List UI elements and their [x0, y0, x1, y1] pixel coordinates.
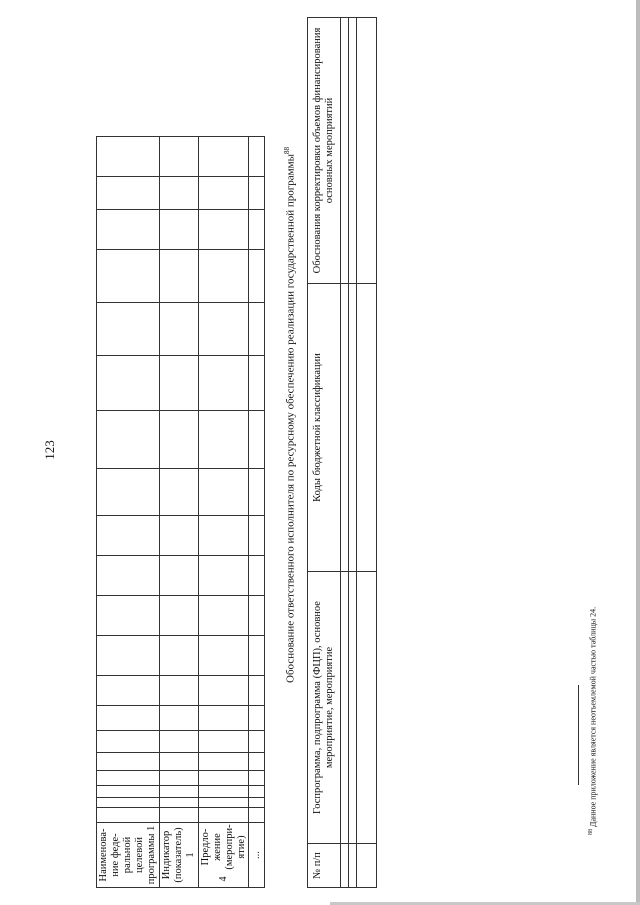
- table-cell: [199, 706, 249, 731]
- table-cell: [97, 798, 160, 808]
- table-cell: [199, 636, 249, 676]
- table-cell: [97, 786, 160, 798]
- table-cell: [349, 284, 357, 572]
- table-cell: [357, 18, 377, 284]
- column-header-number: № п/п: [308, 844, 341, 888]
- table-cell: [160, 731, 199, 753]
- table-cell: [199, 771, 249, 786]
- proposal-label: Предло-жение (меропри-ятие): [199, 824, 247, 870]
- table-cell: [97, 771, 160, 786]
- footnote-text: Данное приложение является неотъемлемой частью таблицы 24.: [588, 606, 598, 827]
- table-cell: [97, 411, 160, 469]
- table-cell: [357, 572, 377, 844]
- table-cell: [160, 356, 199, 411]
- indicator-label: Индикатор (показатель) 1: [160, 823, 199, 888]
- table-cell: [249, 210, 265, 250]
- table-cell: [341, 284, 349, 572]
- table-cell: [341, 18, 349, 284]
- table-cell: [160, 250, 199, 303]
- table-cell: [249, 786, 265, 798]
- table-cell: [97, 356, 160, 411]
- table-row: [357, 18, 377, 888]
- table-cell: [199, 808, 249, 823]
- table-cell: [160, 210, 199, 250]
- table-cell: [199, 250, 249, 303]
- table-cell: [199, 731, 249, 753]
- table-cell: [249, 356, 265, 411]
- table-cell: [341, 572, 349, 844]
- table-cell: [97, 469, 160, 516]
- table-cell: [160, 303, 199, 356]
- table-cell: [97, 137, 160, 177]
- column-header-budget-codes: Коды бюджетной классификации: [308, 284, 341, 572]
- table-cell: [199, 676, 249, 706]
- table-cell: [199, 303, 249, 356]
- table-cell: [199, 516, 249, 556]
- table-cell: [97, 250, 160, 303]
- table-cell: [199, 137, 249, 177]
- table-cell: [160, 137, 199, 177]
- table-cell: [97, 596, 160, 636]
- table-cell: [160, 596, 199, 636]
- table-cell: [249, 516, 265, 556]
- table-cell: [249, 798, 265, 808]
- table-cell: [160, 556, 199, 596]
- table-cell: [97, 706, 160, 731]
- table-row: [199, 137, 249, 888]
- table-cell: [249, 636, 265, 676]
- table-cell: [249, 137, 265, 177]
- table-cell: [249, 596, 265, 636]
- table-cell: [249, 177, 265, 210]
- table-cell: [97, 177, 160, 210]
- table-cell: [357, 844, 377, 888]
- table-cell: [199, 798, 249, 808]
- table-cell: [249, 753, 265, 771]
- table-cell: [199, 786, 249, 798]
- footnote-mark: 88: [588, 829, 594, 835]
- table-cell: [160, 676, 199, 706]
- table-cell: [160, 786, 199, 798]
- table-cell: [97, 516, 160, 556]
- footnote: [588, 607, 598, 835]
- table-row: [97, 137, 160, 888]
- justification-table: [307, 17, 377, 888]
- table-cell: [249, 250, 265, 303]
- table-cell: [97, 636, 160, 676]
- table-cell: [199, 469, 249, 516]
- column-header-program: Госпрограмма, подпрограмма (ФЦП), основное мероприятие, мероприятие: [308, 572, 341, 844]
- table-cell: [357, 284, 377, 572]
- section-title: [283, 55, 297, 775]
- program-name-label: Наименова-ние феде-ральной целевой программы 1: [97, 823, 160, 888]
- table-cell: [160, 808, 199, 823]
- table-cell: [249, 469, 265, 516]
- table-cell: [97, 303, 160, 356]
- table-cell: [97, 210, 160, 250]
- table-cell: [160, 753, 199, 771]
- section-title-text: Обоснование ответственного исполнителя по ресурсному обеспечению реализации государственной программы: [284, 154, 297, 683]
- table-cell: [349, 844, 357, 888]
- table-cell: [160, 771, 199, 786]
- table-cell: [199, 210, 249, 250]
- table-cell: [97, 753, 160, 771]
- table-cell: [160, 636, 199, 676]
- footnote-separator: [578, 685, 579, 785]
- column-header-justification: Обоснования корректировки объемов финансирования основных мероприятий: [308, 18, 341, 284]
- table-header-row: [308, 18, 341, 888]
- row-number: 4: [218, 876, 229, 882]
- ellipsis-label: ...: [249, 823, 265, 888]
- table-cell: [199, 753, 249, 771]
- table-cell: [199, 356, 249, 411]
- table-cell: [341, 844, 349, 888]
- table-cell: [199, 177, 249, 210]
- table-cell: [97, 556, 160, 596]
- table-cell: [160, 516, 199, 556]
- table-cell: [97, 808, 160, 823]
- table-row: [349, 18, 357, 888]
- table-cell: [349, 572, 357, 844]
- table-row: [249, 137, 265, 888]
- table-cell: [249, 411, 265, 469]
- table-cell: [199, 556, 249, 596]
- table-cell: [97, 676, 160, 706]
- proposal-cell: [199, 823, 249, 888]
- table-cell: [160, 177, 199, 210]
- table-cell: [249, 808, 265, 823]
- table-cell: [249, 771, 265, 786]
- table-cell: [249, 706, 265, 731]
- table-cell: [199, 411, 249, 469]
- table-cell: [249, 556, 265, 596]
- table-cell: [249, 731, 265, 753]
- table-row: [160, 137, 199, 888]
- table-cell: [97, 731, 160, 753]
- table-cell: [160, 706, 199, 731]
- page-number: 123: [42, 440, 57, 460]
- table-cell: [249, 676, 265, 706]
- table-cell: [199, 596, 249, 636]
- table-row: [341, 18, 349, 888]
- footnote-ref: 88: [283, 147, 291, 155]
- table-cell: [160, 798, 199, 808]
- table-cell: [160, 411, 199, 469]
- table-cell: [349, 18, 357, 284]
- table-cell: [160, 469, 199, 516]
- table-cell: [249, 303, 265, 356]
- indicators-table: [96, 136, 265, 888]
